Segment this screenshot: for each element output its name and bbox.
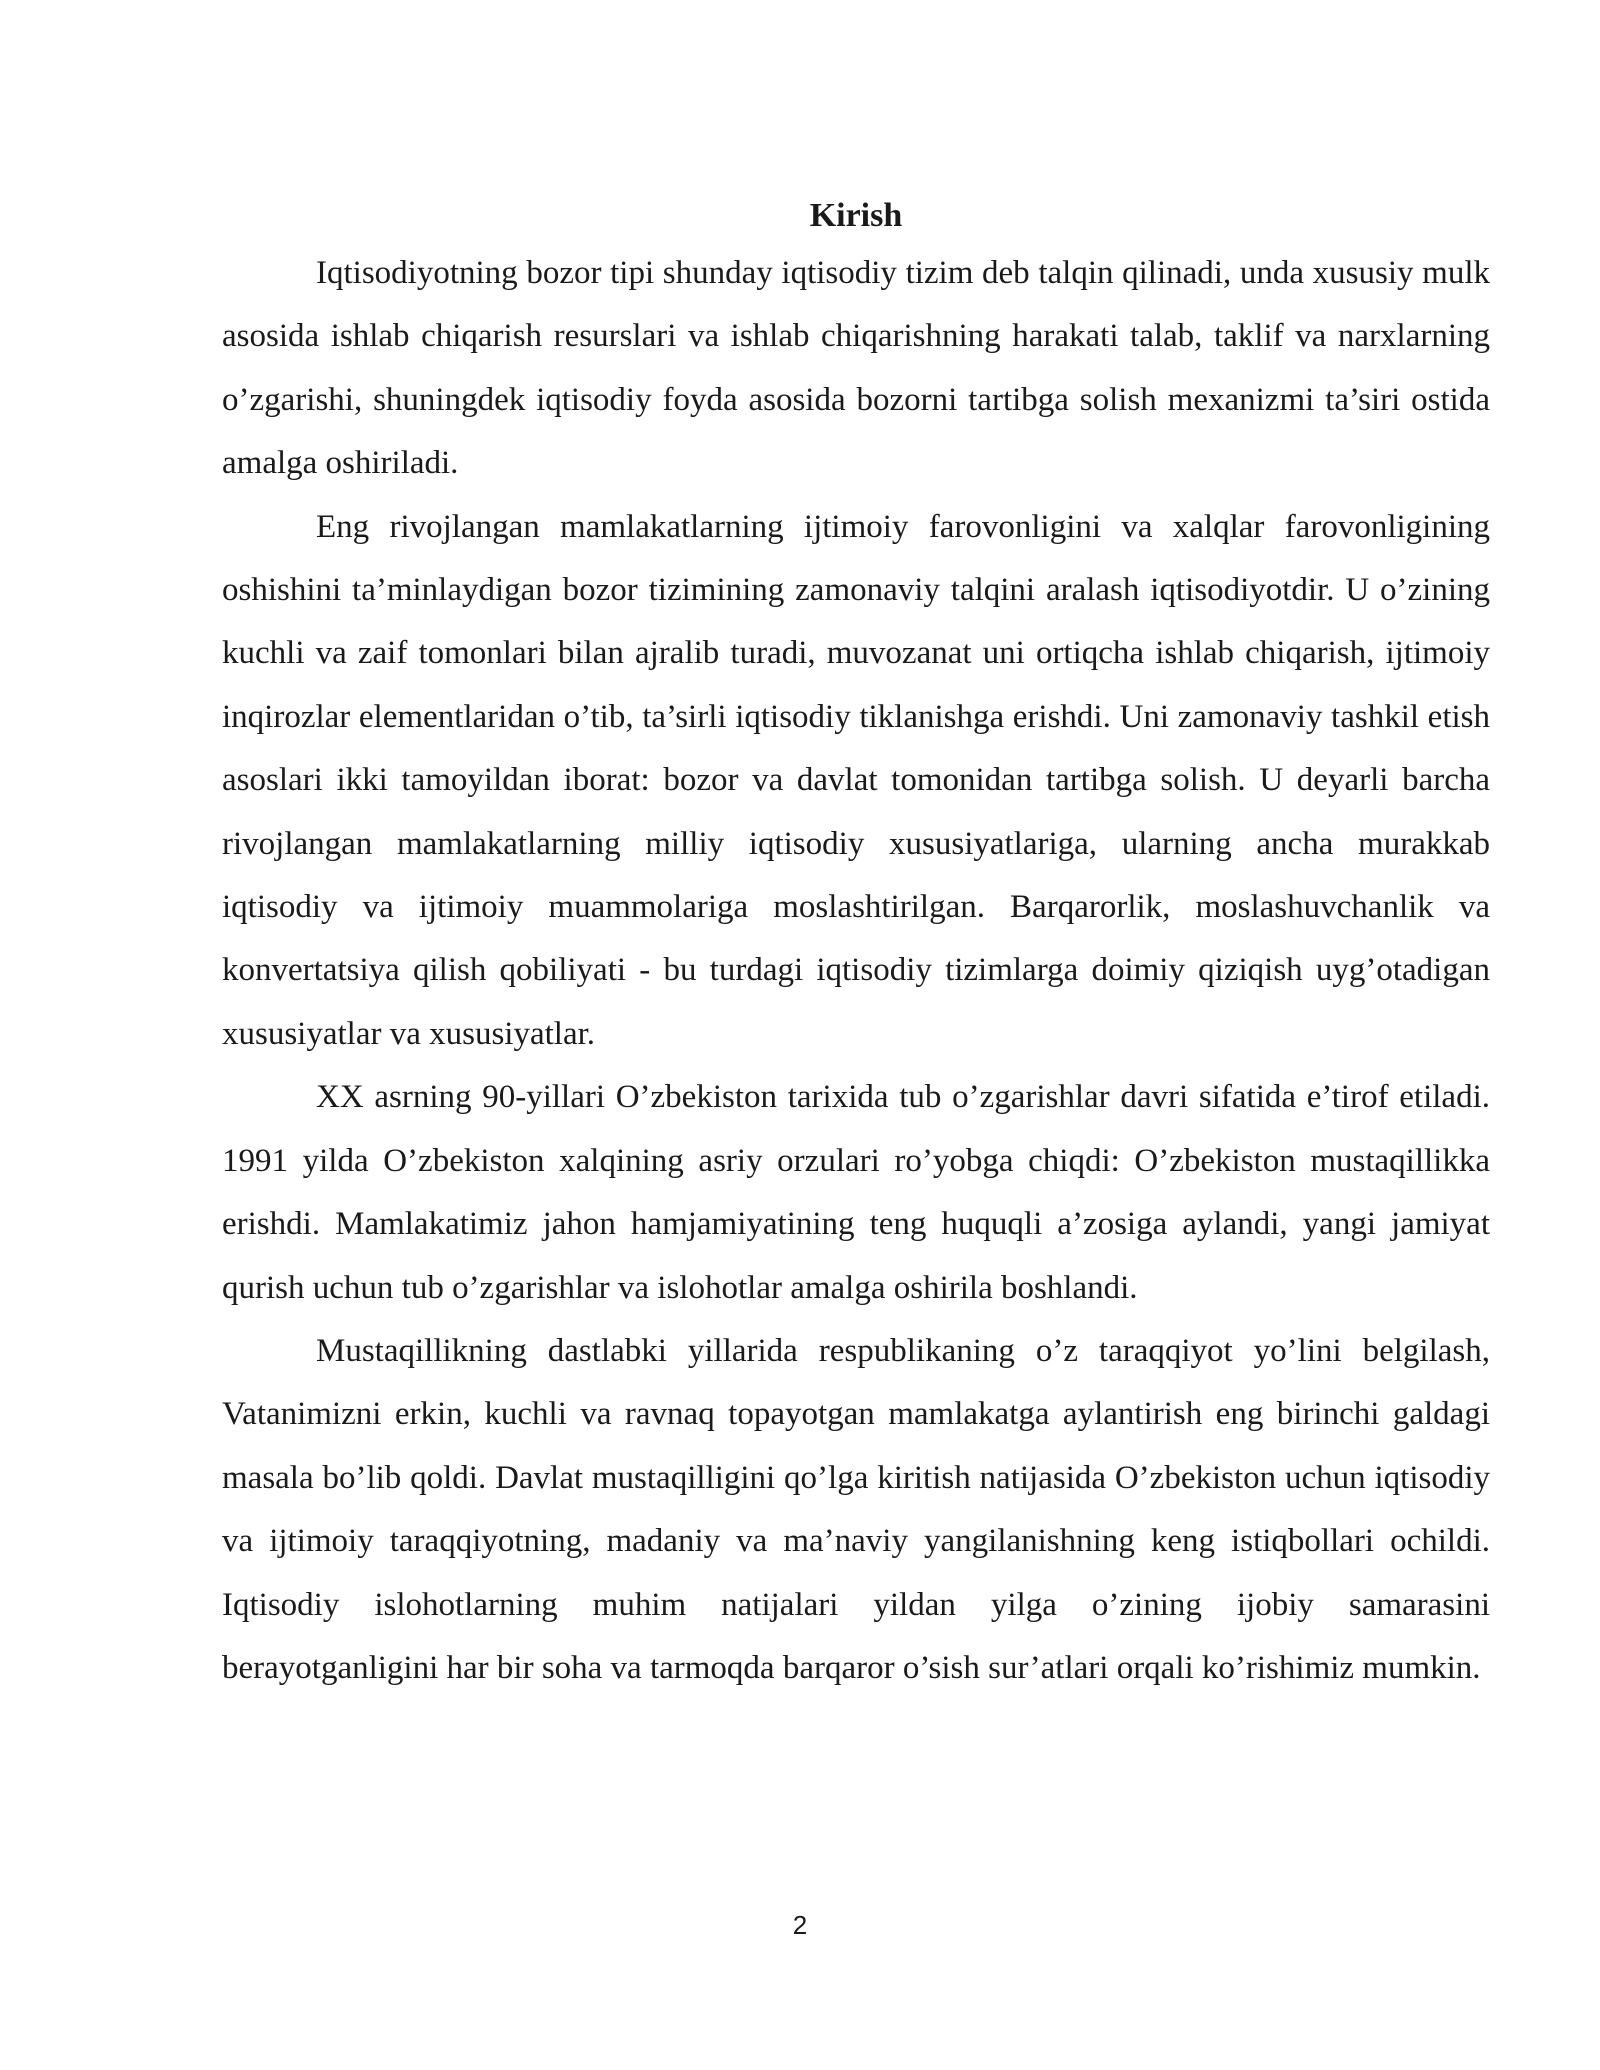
paragraph-2: Eng rivojlangan mamlakatlarning ijtimoiy farovonligini va xalqlar farovonligining oshishini ta’minlaydigan bozor tizimining zamonaviy talqini aralash iqtisodiyotdir. U o’zining kuchli va zaif tomonlari bilan ajralib turadi, muvozanat uni ortiqcha ishlab chiqarish, ijtimoiy inqirozlar elementlaridan o’tib, ta’sirli iqtisodiy tiklanishga erishdi. Uni zamonaviy tashkil etish asoslari ikki tamoyildan iborat: bozor va davlat tomonidan tartibga solish. U deyarli barcha rivojlangan mamlakatlarning milliy iqtisodiy xususiyatlariga, ularning ancha murakkab iqtisodiy va ijtimoiy muammolariga moslashtirilgan. Barqarorlik, moslashuvchanlik va konvertatsiya qilish qobiliyati - bu turdagi iqtisodiy tizimlarga doimiy qiziqish uyg’otadigan xususiyatlar va xususiyatlar. [222, 508, 1490, 1052]
page-content [222, 190, 1490, 1700]
paragraph-3: XX asrning 90-yillari O’zbekiston tarixida tub o’zgarishlar davri sifatida e’tirof etiladi. 1991 yilda O’zbekiston xalqining asriy orzulari ro’yobga chiqdi: O’zbekiston mustaqillikka erishdi. Mamlakatimiz jahon hamjamiyatining teng huquqli a’zosiga aylandi, yangi jamiyat qurish uchun tub o’zgarishlar va islohotlar amalga oshirila boshlandi. [222, 1079, 1490, 1306]
page-number: 2 [792, 1910, 808, 1940]
paragraph-4: Mustaqillikning dastlabki yillarida respublikaning o’z taraqqiyot yo’lini belgilash, Vatanimizni erkin, kuchli va ravnaq topayotgan mamlakatga aylantirish eng birinchi galdagi masala bo’lib qoldi. Davlat mustaqilligini qo’lga kiritish natijasida O’zbekiston uchun iqtisodiy va ijtimoiy taraqqiyotning, madaniy va ma’naviy yangilanishning keng istiqbollari ochildi. Iqtisodiy islohotlarning muhim natijalari yildan yilga o’zining ijobiy samarasini berayotganligini har bir soha va tarmoqda barqaror o’sish sur’atlari orqali ko’rishimiz mumkin. [222, 1332, 1490, 1686]
page-title: Kirish [809, 197, 903, 234]
paragraph-1: Iqtisodiyotning bozor tipi shunday iqtisodiy tizim deb talqin qilinadi, unda xususiy mulk asosida ishlab chiqarish resurslari va ishlab chiqarishning harakati talab, taklif va narxlarning o’zgarishi, shuningdek iqtisodiy foyda asosida bozorni tartibga solish mexanizmi ta’siri ostida amalga oshiriladi. [222, 255, 1490, 482]
